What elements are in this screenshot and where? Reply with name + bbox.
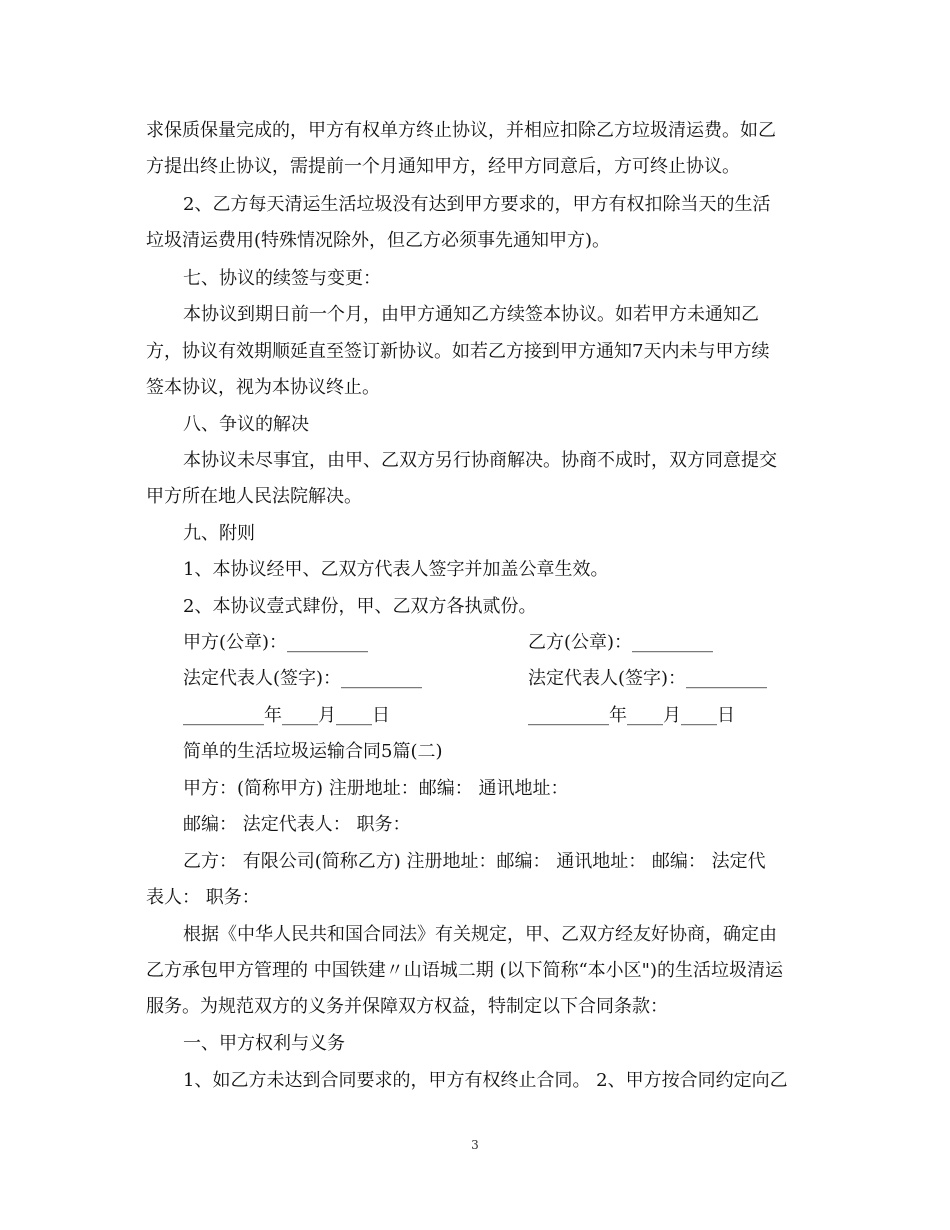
section-heading: 一、甲方权利与义务 bbox=[183, 1033, 345, 1054]
section-heading: 九、附则 bbox=[183, 523, 255, 544]
text-line: 求保质保量完成的，甲方有权单方终止协议，并相应扣除乙方垃圾清运费。如乙 bbox=[146, 120, 776, 141]
text-line: 1、本协议经甲、乙双方代表人签字并加盖公章生效。 bbox=[183, 559, 609, 580]
text-line: 服务。为规范双方的义务并保障双方权益，特制定以下合同条款： bbox=[146, 996, 668, 1017]
party-a-date-line: _________年____月____日 bbox=[183, 705, 390, 726]
text-line: 乙方： 有限公司(简称乙方) 注册地址：邮编： 通讯地址： 邮编： 法定代 bbox=[183, 851, 766, 872]
party-b-date-line: _________年____月____日 bbox=[528, 705, 735, 726]
text-line: 甲方所在地人民法院解决。 bbox=[146, 486, 362, 507]
section-heading: 八、争议的解决 bbox=[183, 414, 309, 435]
text-line: 本协议未尽事宜，由甲、乙双方另行协商解决。协商不成时，双方同意提交 bbox=[183, 450, 777, 471]
party-a-representative-line: 法定代表人(签字)：_________ bbox=[183, 668, 423, 689]
text-line: 1、如乙方未达到合同要求的，甲方有权终止合同。 2、甲方按合同约定向乙 bbox=[183, 1070, 788, 1091]
text-line: 方，协议有效期顺延直至签订新协议。如若乙方接到甲方通知7天内未与甲方续 bbox=[146, 341, 770, 362]
party-b-representative-line: 法定代表人(签字)：_________ bbox=[528, 668, 768, 689]
text-line: 2、本协议壹式肆份，甲、乙双方各执贰份。 bbox=[183, 596, 537, 617]
party-b-seal-line: 乙方(公章)：_________ bbox=[528, 632, 714, 653]
section-heading: 七、协议的续签与变更： bbox=[183, 268, 381, 289]
text-line: 方提出终止协议，需提前一个月通知甲方，经甲方同意后，方可终止协议。 bbox=[146, 156, 740, 177]
text-line: 本协议到期日前一个月，由甲方通知乙方续签本协议。如若甲方未通知乙 bbox=[183, 304, 759, 325]
page-number: 3 bbox=[471, 1138, 479, 1152]
text-line: 2、乙方每天清运生活垃圾没有达到甲方要求的，甲方有权扣除当天的生活 bbox=[183, 194, 771, 215]
section-title: 简单的生活垃圾运输合同5篇(二) bbox=[183, 741, 443, 762]
text-line: 垃圾清运费用(特殊情况除外，但乙方必须事先通知甲方)。 bbox=[146, 230, 611, 251]
text-line: 乙方承包甲方管理的 中国铁建〃山语城二期 (以下简称“本小区")的生活垃圾清运 bbox=[146, 960, 783, 981]
text-line: 邮编： 法定代表人： 职务： bbox=[183, 814, 411, 835]
text-line: 甲方：(简称甲方) 注册地址：邮编： 通讯地址： bbox=[183, 778, 569, 799]
text-line: 签本协议，视为本协议终止。 bbox=[146, 377, 380, 398]
text-line: 根据《中华人民共和国合同法》有关规定，甲、乙双方经友好协商，确定由 bbox=[183, 924, 777, 945]
text-line: 表人： 职务： bbox=[146, 887, 260, 908]
party-a-seal-line: 甲方(公章)：_________ bbox=[183, 632, 369, 653]
